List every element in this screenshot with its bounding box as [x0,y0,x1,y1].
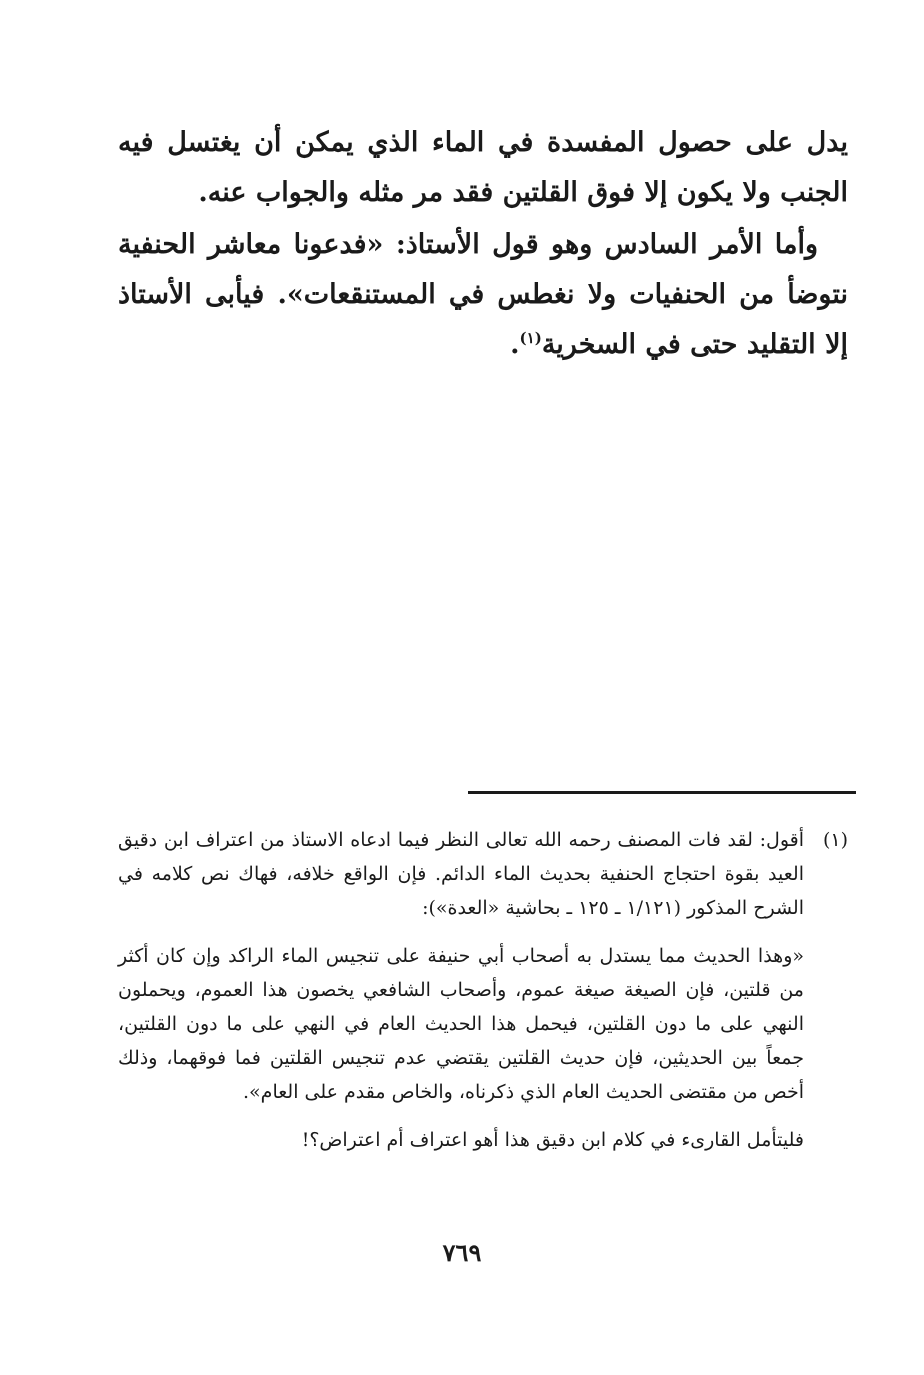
footnote-closing: فليتأمل القارىء في كلام ابن دقيق هذا أهو اعتراف أم اعتراض؟! [301,1129,804,1151]
footnote-quote: «وهذا الحديث مما يستدل به أصحاب أبي حنيفة على تنجيس الماء الراكد وإن كان أكثر من قلتين، فإن الصيغة صيغة عموم، وأصحاب الشافعي يخصون هذا العموم، ويحملون النهي على ما دون القلتين، فيحمل هذا الحديث العام في النهي على ما دون القلتين، جمعاً بين الحديثين، فإن حديث القلتين يقتضي عدم تنجيس القلتين فما فوقهما، وذلك أخص من مقتضى الحديث العام الذي ذكرناه، والخاص مقدم على العام». [118,945,804,1103]
paragraph-period: . [510,329,520,360]
page-number: ٧٦٩ [442,1238,482,1267]
main-paragraph [118,220,848,370]
footnote-paragraph [118,823,848,925]
footnote-number: (١) [822,829,848,851]
paragraph-text: وأما الأمر السادس وهو قول الأستاذ: «فدعونا معاشر الحنفية نتوضأ من الحنفيات ولا نغطس في المستنقعات». فيأبى الأستاذ إلا التقليد حتى في السخرية [118,229,848,360]
footnote-text: أقول: لقد فات المصنف رحمه الله تعالى النظر فيما ادعاه الاستاذ من اعتراف ابن دقيق العيد بقوة احتجاج الحنفية بحديث الماء الدائم. فإن الواقع خلافه، فهاك نص كلامه في الشرح المذكور (١/١٢١ ـ ١٢٥ ـ بحاشية «العدة»): [118,829,804,919]
footnote-separator [468,791,856,794]
footnote-reference[interactable]: (١) [519,329,542,347]
main-paragraph: يدل على حصول المفسدة في الماء الذي يمكن أن يغتسل فيه الجنب ولا يكون إلا فوق القلتين فقد مر مثله والجواب عنه. [118,127,848,208]
main-text [118,118,848,372]
footnotes [118,823,848,1157]
